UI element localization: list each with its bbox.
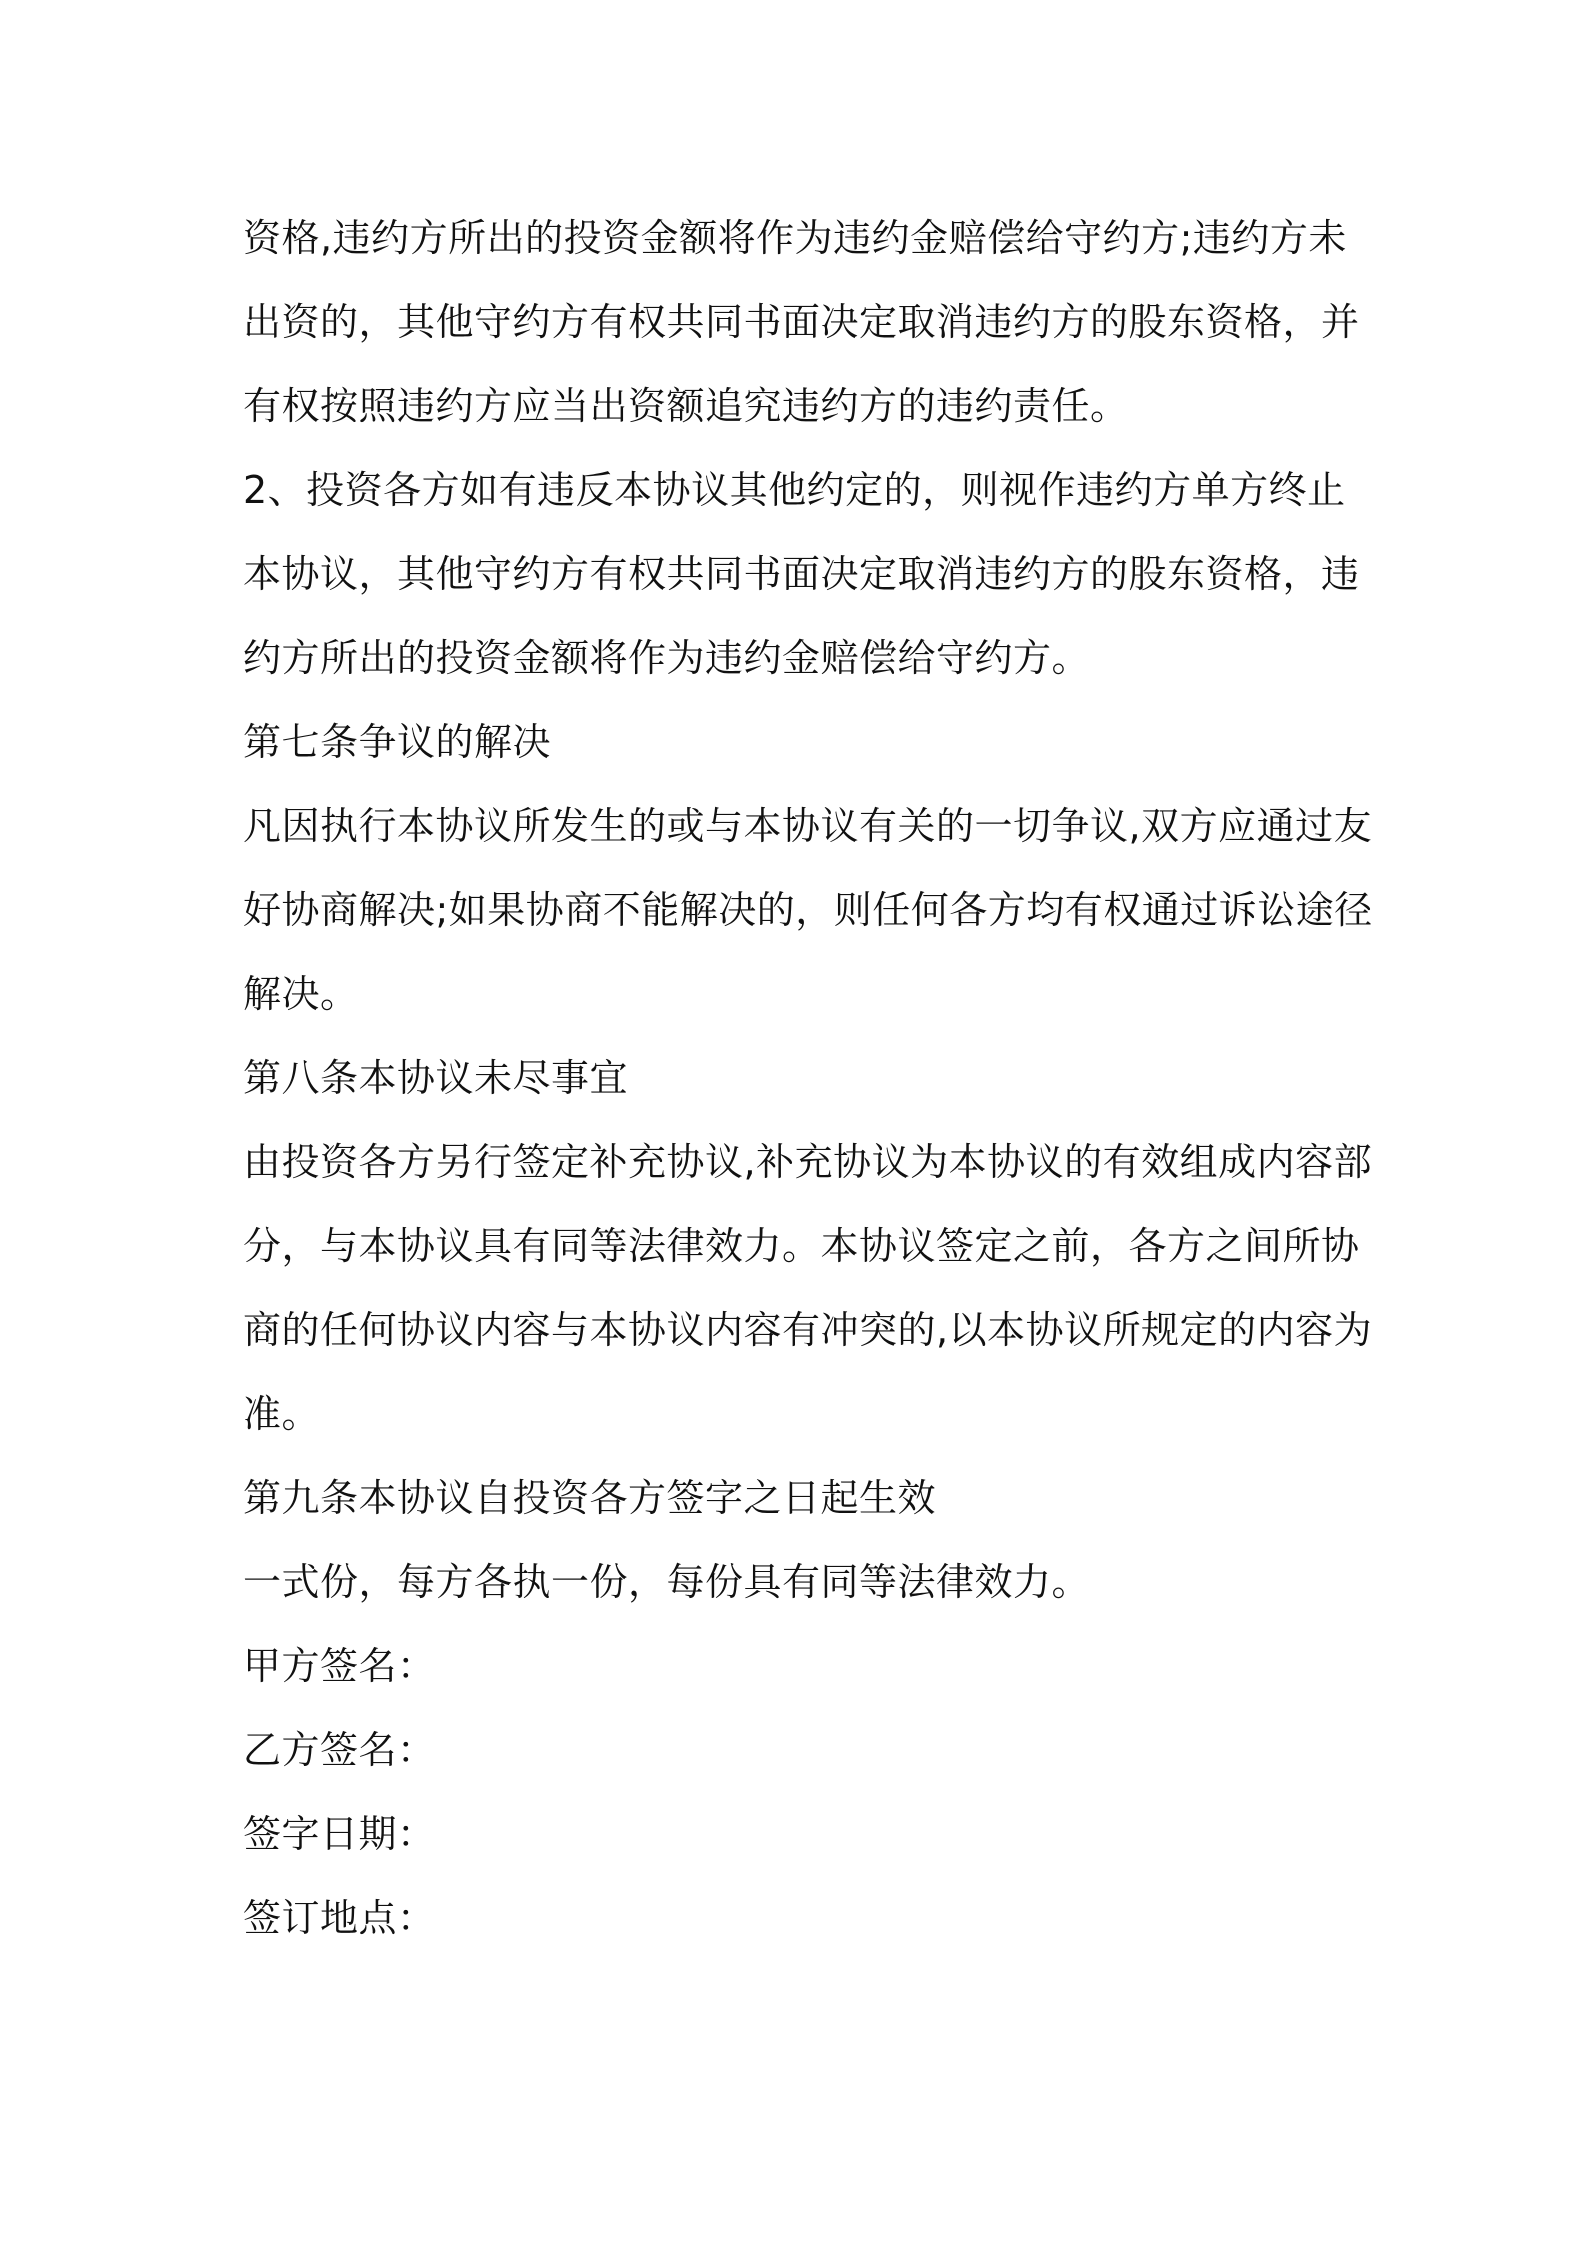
signing-date-line: 签字日期： [243,1812,436,1856]
article-8-body: 由投资各方另行签定补充协议,补充协议为本协议的有效组成内容部分，与本协议具有同等法律效力。本协议签定之前，各方之间所协商的任何协议内容与本协议内容有冲突的,以本协议所规定的内容为准。 [243,1140,1373,1436]
article-8-heading: 第八条本协议未尽事宜 [243,1056,629,1100]
party-b-signature-line: 乙方签名： [243,1728,436,1772]
article-7-body: 凡因执行本协议所发生的或与本协议有关的一切争议,双方应通过友好协商解决;如果协商不能解决的，则任何各方均有权通过诉讼途径解决。 [243,804,1373,1016]
signing-place-line: 签订地点： [243,1896,436,1940]
party-a-signature-line: 甲方签名： [243,1644,436,1688]
article-9-heading: 第九条本协议自投资各方签字之日起生效 [243,1476,937,1520]
breach-compensation-paragraph: 资格,违约方所出的投资金额将作为违约金赔偿给守约方;违约方未出资的，其他守约方有权共同书面决定取消违约方的股东资格，并有权按照违约方应当出资额追究违约方的违约责任。 [243,216,1360,428]
article-7-heading: 第七条争议的解决 [243,720,552,764]
document-body [243,196,1373,1960]
breach-other-terms-paragraph: 2、投资各方如有违反本协议其他约定的，则视作违约方单方终止本协议，其他守约方有权共同书面决定取消违约方的股东资格，违约方所出的投资金额将作为违约金赔偿给守约方。 [243,468,1360,680]
article-9-body: 一式份，每方各执一份，每份具有同等法律效力。 [243,1560,1091,1604]
